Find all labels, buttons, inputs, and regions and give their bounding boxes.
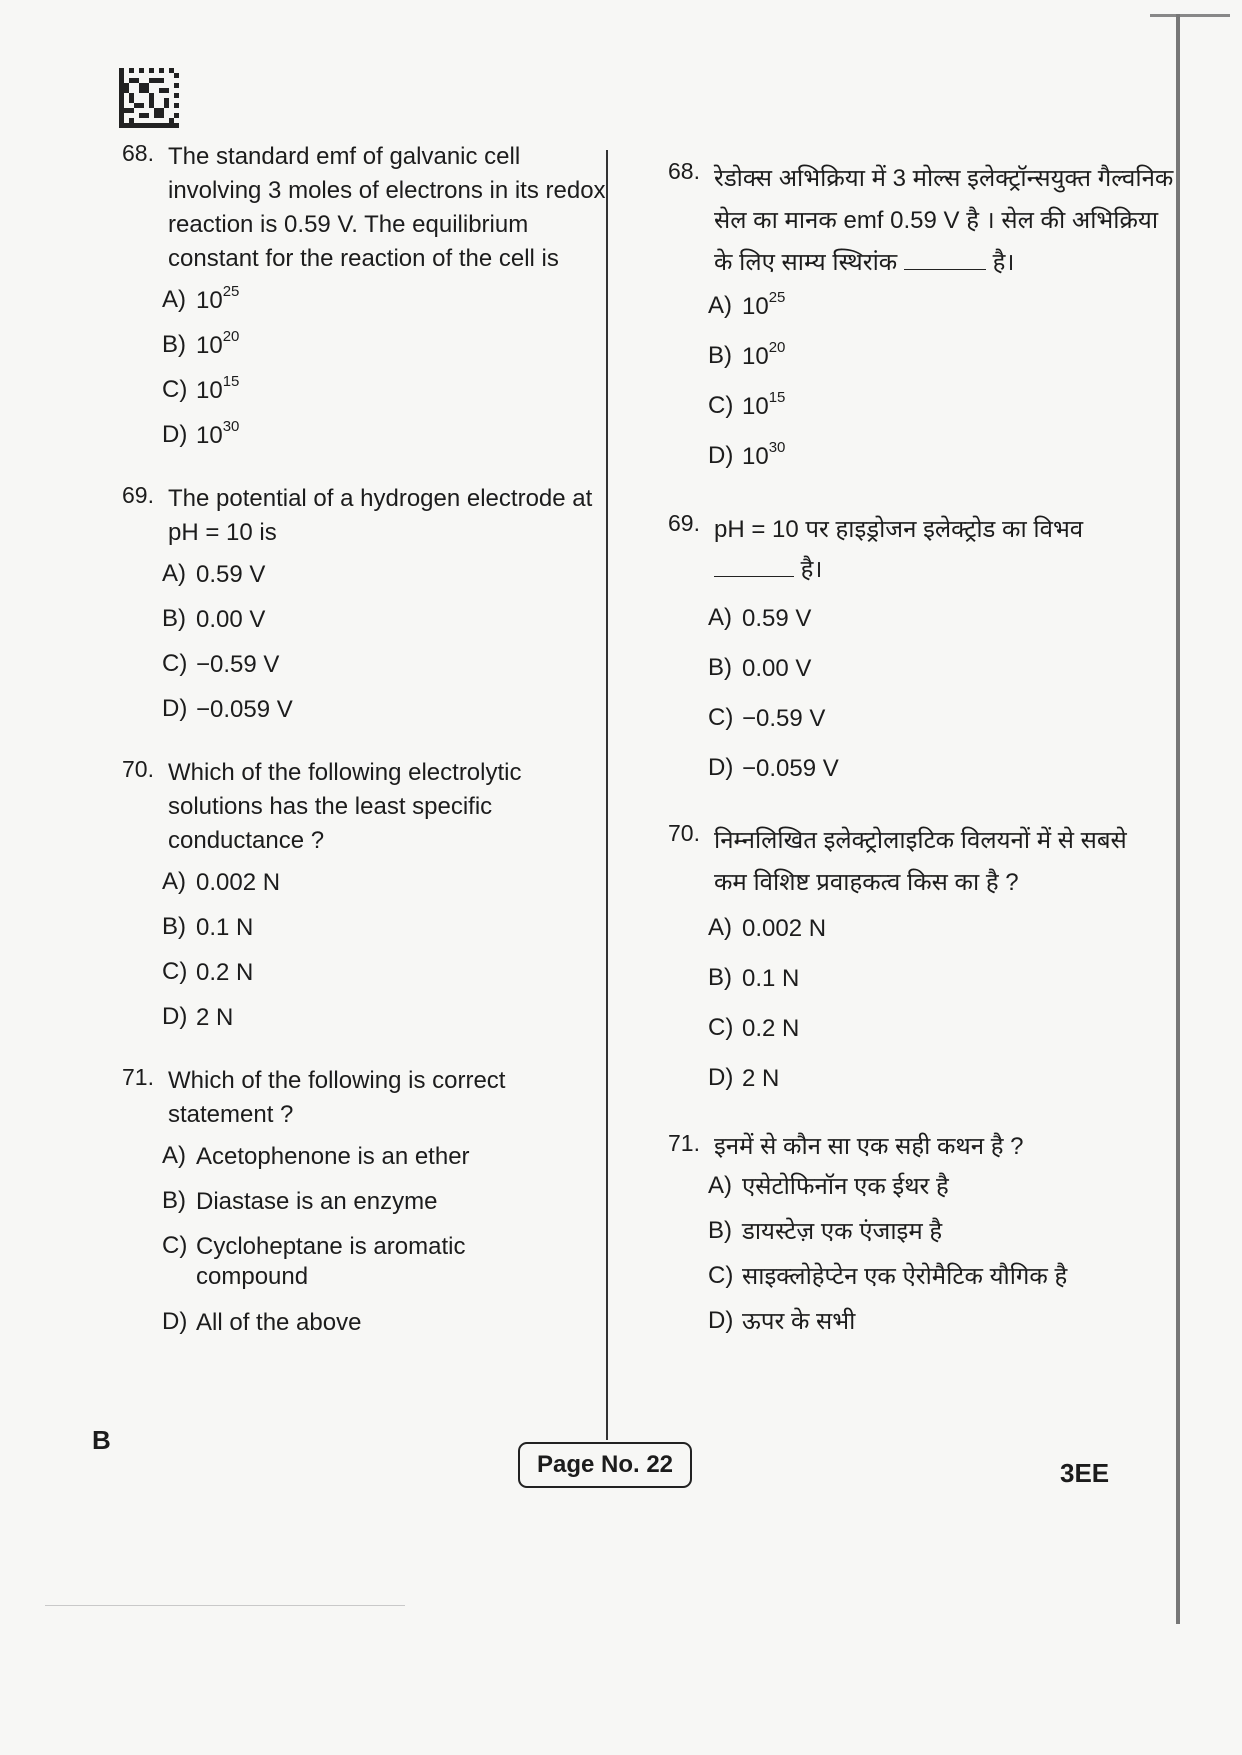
question-70-en [122,756,612,1048]
option-exponent: 20 [222,328,240,345]
option-text: Acetophenone is an ether [196,1143,470,1170]
option-exponent: 15 [222,373,240,390]
option [162,560,612,605]
question-number: 69. [668,510,700,536]
option-text: −0.59 V [742,705,826,732]
option-label: D) [162,421,188,448]
option-label: C) [708,1262,734,1289]
option-label: C) [162,958,188,985]
option [162,695,612,740]
option-label: D) [708,1307,734,1334]
option-label: B) [162,913,186,940]
option-label: C) [162,1232,188,1259]
option-text: 0.00 V [196,606,266,633]
option-text: ऊपर के सभी [742,1308,856,1335]
option-label: B) [708,342,732,369]
option [708,704,1178,754]
option-base: 10 [742,343,769,370]
answer-blank [714,576,794,577]
question-text: इनमें से कौन सा एक सही कथन है ? [714,1133,1024,1160]
option-text: 2 N [196,1004,234,1031]
option-label: D) [162,1003,188,1030]
option-exponent: 30 [768,439,786,456]
option-label: C) [708,1014,734,1041]
option-base: 10 [196,332,223,359]
question-text: रेडोक्स अभिक्रिया में 3 मोल्स इलेक्ट्रॉन्सयुक्त गैल्वनिक सेल का मानक emf 0.59 V है । सेल की अभिक्रिया के लिए साम्य स्थिरांक [714,165,1174,276]
option-text: −0.59 V [196,651,280,678]
option-text: 0.59 V [196,561,266,588]
option-label: D) [708,754,734,781]
option [708,339,1178,392]
page-edge-mark [1150,14,1230,17]
option-base: 10 [742,293,769,320]
option [708,1307,1178,1352]
question-68-en [122,140,612,466]
option [162,418,612,466]
option [162,1003,612,1048]
option-label: A) [708,292,732,319]
option [708,389,1178,442]
option-label: B) [708,964,732,991]
question-68-hi [668,158,1178,492]
option-text: साइक्लोहेप्टेन एक ऐरोमैटिक यौगिक है [742,1263,1068,1290]
option [708,754,1178,804]
option-label: B) [162,1187,186,1214]
option-text: 0.2 N [742,1015,800,1042]
page-number: Page No. 22 [536,1451,674,1478]
option [708,289,1178,342]
option-label: B) [708,1217,732,1244]
question-text: निम्नलिखित इलेक्ट्रोलाइटिक विलयनों में से सबसे कम विशिष्ट प्रवाहकत्व किस का है ? [714,827,1127,896]
question-text: pH = 10 पर हाइड्रोजन इलेक्ट्रोड का विभव [714,516,1084,543]
question-number: 68. [668,158,700,184]
option [708,439,1178,492]
question-suffix: है। [992,249,1015,276]
option-label: C) [708,704,734,731]
option [708,1172,1178,1217]
question-number: 71. [668,1130,700,1156]
option [162,1232,612,1308]
question-text: The potential of a hydrogen electrode at pH = 10 is [168,485,593,546]
option-label: B) [162,605,186,632]
page-number-box [518,1442,692,1488]
option-text: 0.1 N [196,914,254,941]
question-71-en [122,1064,612,1353]
option-label: A) [162,560,186,587]
question-text: Which of the following electrolytic solutions has the least specific conductance ? [168,759,522,854]
option [162,913,612,958]
option-base: 10 [196,287,223,314]
qr-code-icon [118,68,180,128]
option-exponent: 30 [222,418,240,435]
option-text: −0.059 V [196,696,293,723]
question-suffix: है। [800,556,823,583]
option-text: −0.059 V [742,755,839,782]
option-text: 2 N [742,1065,780,1092]
option-label: A) [162,868,186,895]
option [162,328,612,376]
option [708,1014,1178,1064]
option-base: 10 [742,393,769,420]
question-text: The standard emf of galvanic cell involving 3 moles of electrons in its redox reaction is 0.59 V. The equilibrium constant for the reaction of the cell is [168,143,606,272]
option-text: 0.002 N [742,915,827,942]
option-text: 0.1 N [742,965,800,992]
option [708,604,1178,654]
option-label: B) [708,654,732,681]
question-70-hi [668,820,1178,1114]
option-label: D) [708,442,734,469]
option [708,654,1178,704]
option-base: 10 [196,377,223,404]
question-number: 71. [122,1064,154,1090]
option-label: C) [708,392,734,419]
option-text: एसेटोफिनॉन एक ईथर है [742,1173,949,1200]
option-label: C) [162,376,188,403]
option-base: 10 [196,422,223,449]
option-text: 0.2 N [196,959,254,986]
hindi-column [668,158,1178,1352]
option [162,1187,612,1232]
question-71-hi [668,1130,1178,1352]
booklet-series-label: B [92,1425,111,1455]
option-exponent: 25 [768,289,786,306]
option-text: All of the above [196,1309,362,1336]
option-text: Diastase is an enzyme [196,1188,438,1215]
option-text: डायस्टेज़ एक एंजाइम है [742,1218,943,1245]
option-label: D) [708,1064,734,1091]
answer-blank [904,269,986,270]
option [708,964,1178,1014]
option [162,650,612,695]
option-label: A) [708,1172,732,1199]
option-label: C) [162,650,188,677]
option-label: A) [708,914,732,941]
option-text: Cycloheptane is aromatic compound [196,1233,466,1290]
option [708,1217,1178,1262]
option-exponent: 15 [768,389,786,406]
english-column [122,140,612,1353]
question-number: 70. [122,756,154,782]
question-69-hi [668,510,1178,804]
option-text: 0.59 V [742,605,812,632]
option-label: A) [162,286,186,313]
option [162,283,612,331]
option [162,605,612,650]
option-text: 0.00 V [742,655,812,682]
question-number: 68. [122,140,154,166]
question-text: Which of the following is correct statement ? [168,1067,506,1128]
option [162,958,612,1003]
option-label: D) [162,695,188,722]
question-69-en [122,482,612,740]
option [708,1262,1178,1307]
option [162,373,612,421]
option [162,1308,612,1353]
option [162,1142,612,1187]
option-exponent: 20 [768,339,786,356]
option-label: A) [708,604,732,631]
option-label: B) [162,331,186,358]
option-exponent: 25 [222,283,240,300]
scan-artifact-line [45,1605,405,1606]
question-number: 70. [668,820,700,846]
option-label: D) [162,1308,188,1335]
option [708,914,1178,964]
option [708,1064,1178,1114]
option-text: 0.002 N [196,869,281,896]
option [162,868,612,913]
question-number: 69. [122,482,154,508]
paper-code: 3EE [1060,1458,1110,1488]
option-base: 10 [742,443,769,470]
option-label: A) [162,1142,186,1169]
